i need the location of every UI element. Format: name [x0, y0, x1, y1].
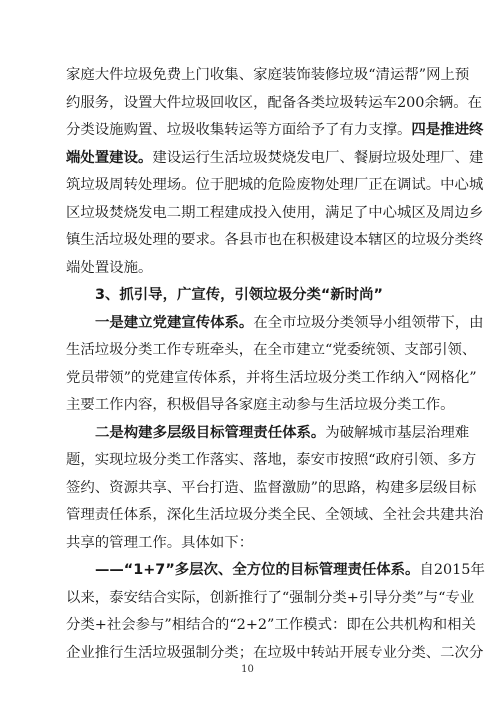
text-line: 镇生活垃圾处理的要求。各县市也在积极建设本辖区的垃圾分类终	[66, 232, 484, 248]
text-line: 以来，泰安结合实际，创新推行了“强制分类+引导分类”与“专业	[66, 589, 475, 606]
text-line: 家庭大件垃圾免费上门收集、家庭装饰装修垃圾“清运帮”网上预	[66, 67, 470, 83]
text-line: 主要工作内容，积极倡导各家庭主动参与生活垃圾分类工作。	[66, 397, 455, 413]
text-line: 共享的管理工作。具体如下：	[66, 534, 254, 551]
bold-lead: 端处置建设。	[66, 149, 153, 166]
text-line: 党员带领”的党建宣传体系，并将生活垃圾分类工作纳入“网格化”	[66, 369, 477, 386]
text-line	[66, 420, 470, 448]
text-line	[66, 557, 485, 585]
text-line: 企业推行生活垃圾强制分类；在垃圾中转站开展专业分类、二次分	[66, 644, 484, 661]
page-body	[66, 62, 485, 667]
text-line: 题，实现垃圾分类工作落实、落地，泰安市按照“政府引领、多方	[66, 452, 477, 468]
text-line: 生活垃圾分类工作专班牵头，在全市建立“党委统领、支部引领、	[66, 342, 477, 358]
text-line: 端处置设施。	[66, 259, 153, 276]
text-run: 为破解城市基层治理难	[325, 424, 470, 441]
bold-lead: 四是推进终	[411, 122, 484, 138]
text-line	[66, 117, 484, 145]
text-line: 管理责任体系，深化生活垃圾分类全民、全领域、全社会共建共治	[66, 507, 484, 523]
section-heading: 3、抓引导，广宣传，引领垃圾分类“新时尚”	[95, 287, 383, 303]
text-run: 在全市垃圾分类领导小组领带下，由	[253, 314, 484, 331]
page-number: 10	[241, 664, 254, 675]
text-line: 约服务，设置大件垃圾回收区，配备各类垃圾转运车200余辆。在	[66, 94, 483, 111]
text-run: 分类设施购置、垃圾收集转运等方面给予了有力支撑。	[66, 122, 412, 138]
text-line: 筑垃圾周转处理场。位于肥城的危险废物处理厂正在调试。中心城	[66, 177, 484, 193]
bold-lead: 一是建立党建宣传体系。	[95, 314, 254, 331]
text-line: 分类+社会参与”相结合的“2+2”工作模式：即在公共机构和相关	[66, 617, 476, 633]
text-run: 自2015年	[419, 562, 485, 578]
text-line: 区垃圾焚烧发电二期工程建成投入使用，满足了中心城区及周边乡	[66, 204, 484, 221]
text-line: 签约、资源共享、平台打造、监督激励”的思路，构建多层级目标	[66, 479, 477, 496]
text-line	[66, 145, 484, 173]
text-line	[66, 310, 484, 338]
text-run: 建设运行生活垃圾焚烧发电厂、餐厨垃圾处理厂、建	[152, 149, 484, 166]
bold-lead: 二是构建多层级目标管理责任体系。	[95, 424, 326, 441]
bold-lead: ——“1+7”多层次、全方位的目标管理责任体系。	[95, 562, 420, 578]
